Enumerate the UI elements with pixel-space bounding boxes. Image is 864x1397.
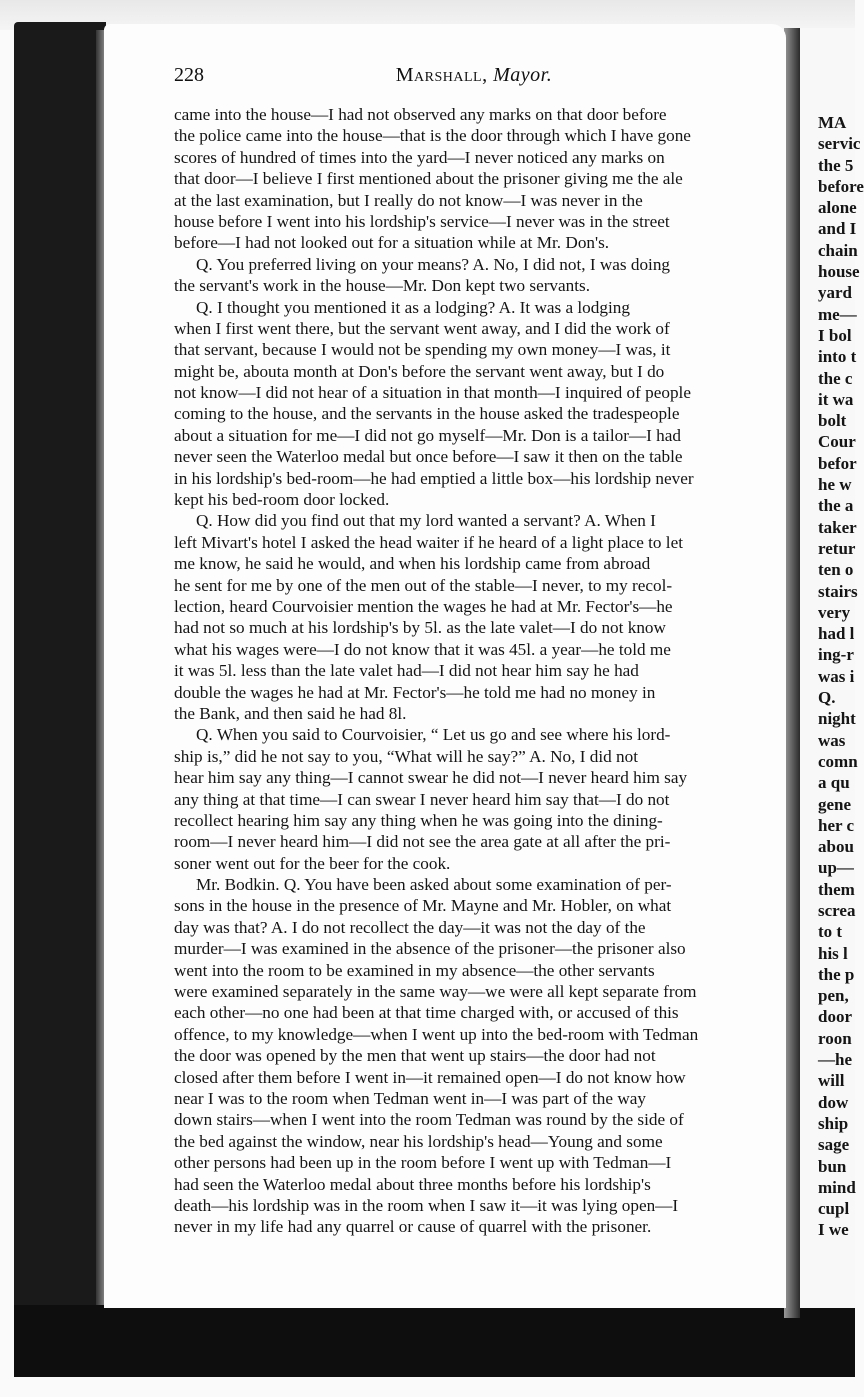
text-line: in his lordship's bed-room—he had emptied a little box—his lordship never [174, 468, 694, 488]
text-line: the Bank, and then said he had 8l. [174, 703, 407, 723]
text-line: at the last examination, but I really do not know—I was never in the [174, 190, 643, 210]
facing-text-line: to t [818, 922, 843, 942]
text-line: the servant's work in the house—Mr. Don kept two servants. [174, 276, 591, 296]
text-line: that door—I believe I first mentioned about the prisoner giving me the ale [174, 169, 683, 189]
facing-text-line: servic [818, 134, 861, 154]
text-line: kept his bed-room door locked. [174, 490, 390, 510]
text-line: lection, heard Courvoisier mention the wages he had at Mr. Fector's—he [174, 596, 673, 616]
text-line: that servant, because I would not be spending my own money—I was, it [174, 340, 671, 360]
text-line: ship is,” did he not say to you, “What will he say?” A. No, I did not [174, 746, 638, 766]
facing-page-fragment [800, 28, 864, 1308]
facing-text-line: bolt [818, 411, 847, 431]
text-line: never seen the Waterloo medal but once before—I saw it then on the table [174, 447, 683, 467]
text-line: coming to the house, and the servants in the house asked the tradespeople [174, 404, 680, 424]
facing-text-line: retur [818, 538, 856, 558]
text-line: murder—I was examined in the absence of the prisoner—the prisoner also [174, 939, 686, 959]
facing-text-line: sage [818, 1135, 850, 1155]
facing-text-line: very [818, 602, 851, 622]
facing-text-line: gene [818, 794, 852, 814]
facing-text-line: them [818, 879, 855, 899]
facing-text-line: the a [818, 496, 854, 516]
text-line: before—I had not looked out for a situation while at Mr. Don's. [174, 233, 610, 253]
text-line: Q. I thought you mentioned it as a lodging? A. It was a lodging [196, 297, 630, 317]
facing-text-line: the p [818, 964, 855, 984]
facing-text-line: he w [818, 475, 852, 495]
facing-text-line: ten o [818, 560, 854, 580]
facing-text-line: dow [818, 1092, 849, 1112]
page-number: 228 [174, 64, 204, 86]
text-line: room—I never heard him—I did not see the area gate at all after the pri- [174, 832, 671, 852]
facing-text-line: befor [818, 453, 857, 473]
book-binding-left [14, 22, 106, 1332]
text-line: offence, to my knowledge—when I went up into the bed-room with Tedman [174, 1024, 699, 1044]
text-line: had not so much at his lordship's by 5l. as the late valet—I do not know [174, 618, 666, 638]
facing-text-line: had l [818, 624, 855, 644]
text-line: any thing at that time—I can swear I never heard him say that—I do not [174, 789, 670, 809]
text-line: not know—I did not hear of a situation in that month—I inquired of people [174, 383, 691, 403]
book-page [104, 24, 786, 1308]
facing-text-line: the c [818, 368, 853, 388]
running-head-title: Mayor. [493, 64, 553, 86]
facing-text-line: a qu [818, 773, 850, 793]
facing-text-line: into t [818, 347, 857, 367]
facing-text-line: abou [818, 837, 854, 857]
text-line: sons in the house in the presence of Mr. Mayne and Mr. Hobler, on what [174, 896, 672, 916]
text-line: Q. When you said to Courvoisier, “ Let us go and see where his lord- [196, 725, 671, 745]
book-gutter [784, 28, 800, 1318]
facing-text-line: cupl [818, 1199, 850, 1219]
facing-text-line: his l [818, 943, 848, 963]
facing-text-line: Cour [818, 432, 856, 452]
text-line: went into the room to be examined in my absence—the other servants [174, 960, 655, 980]
facing-text-line: will [818, 1071, 845, 1091]
facing-text-line: up— [818, 858, 854, 878]
text-line: near I was to the room when Tedman went in—I was part of the way [174, 1088, 646, 1108]
facing-text-line: I we [818, 1220, 849, 1240]
text-line: the police came into the house—that is the door through which I have gone [174, 126, 691, 146]
facing-text-line: before [818, 176, 864, 196]
text-line: down stairs—when I went into the room Tedman was round by the side of [174, 1110, 684, 1130]
facing-text-line: stairs [818, 581, 858, 601]
facing-text-line: was [818, 730, 846, 750]
text-line: double the wages he had at Mr. Fector's—he told me had no money in [174, 682, 656, 702]
facing-text-line: screa [818, 900, 856, 920]
facing-text-line: was i [818, 666, 855, 686]
text-line: recollect hearing him say any thing when he was going into the dining- [174, 810, 663, 830]
running-head-name: Marshall, [395, 64, 488, 86]
facing-text-line: chain [818, 240, 858, 260]
facing-text-line: roon [818, 1028, 852, 1048]
text-line: left Mivart's hotel I asked the head waiter if he heard of a light place to let [174, 532, 683, 552]
text-line: might be, abouta month at Don's before the servant went away, but I do [174, 361, 665, 381]
facing-text-line: house [818, 262, 860, 282]
facing-text-line: —he [818, 1050, 852, 1070]
text-line: came into the house—I had not observed any marks on that door before [174, 105, 667, 124]
text-line: soner went out for the beer for the cook. [174, 853, 451, 873]
facing-text-line: bun [818, 1156, 847, 1176]
text-line: me know, he said he would, and when his lordship came from abroad [174, 554, 651, 574]
text-line: it was 5l. less than the late valet had—I did not hear him say he had [174, 661, 639, 681]
text-line: scores of hundred of times into the yard—I never noticed any marks on [174, 147, 665, 167]
text-line: each other—no one had been at that time charged with, or accused of this [174, 1003, 679, 1023]
facing-text-line: ing-r [818, 645, 854, 665]
facing-text-line: her c [818, 815, 855, 835]
text-line: were examined separately in the same way—we were all kept separate from [174, 982, 697, 1002]
text-line: he sent for me by one of the men out of the stable—I never, to my recol- [174, 575, 673, 595]
facing-text-line: door [818, 1007, 852, 1027]
text-line: when I first went there, but the servant went away, and I did the work of [174, 318, 670, 338]
text-line: never in my life had any quarrel or cause of quarrel with the prisoner. [174, 1217, 652, 1237]
facing-text-line: comn [818, 751, 858, 771]
text-line: Mr. Bodkin. Q. You have been asked about some examination of per- [196, 875, 672, 895]
facing-text-line: mind [818, 1177, 856, 1197]
text-line: had seen the Waterloo medal about three months before his lordship's [174, 1174, 651, 1194]
facing-text-line: it wa [818, 389, 854, 409]
facing-text-line: and I [818, 219, 857, 239]
text-line: other persons had been up in the room before I went up with Tedman—I [174, 1153, 672, 1173]
text-line: the door was opened by the men that went up stairs—the door had not [174, 1046, 656, 1066]
facing-text-line: pen, [818, 986, 849, 1006]
text-line: house before I went into his lordship's service—I never was in the street [174, 211, 670, 231]
facing-text-line: night [818, 709, 856, 729]
text-line: closed after them before I went in—it remained open—I do not know how [174, 1067, 686, 1087]
text-line: what his wages were—I do not know that it was 45l. a year—he told me [174, 639, 671, 659]
text-line: Q. How did you find out that my lord wanted a servant? A. When I [196, 511, 656, 531]
facing-text-line: MA [818, 113, 847, 132]
text-line: hear him say any thing—I cannot swear he did not—I never heard him say [174, 768, 688, 788]
scan-bottom-shadow [14, 1305, 855, 1377]
facing-text-line: taker [818, 517, 857, 537]
facing-text-line: I bol [818, 325, 852, 345]
facing-text-line: me— [818, 304, 857, 324]
facing-text-line: the 5 [818, 155, 854, 175]
text-line: death—his lordship was in the room when I saw it—it was lying open—I [174, 1195, 679, 1215]
text-line: Q. You preferred living on your means? A. No, I did not, I was doing [196, 254, 671, 274]
facing-text-line: Q. [818, 688, 836, 708]
page-body-text [174, 104, 768, 1238]
text-line: the bed against the window, near his lordship's head—Young and some [174, 1131, 663, 1151]
facing-text-line: yard [818, 283, 852, 303]
facing-text-line: alone [818, 198, 857, 218]
running-head [174, 64, 774, 87]
facing-text-line: ship [818, 1113, 849, 1133]
page-header [174, 64, 774, 98]
text-line: about a situation for me—I did not go myself—Mr. Don is a tailor—I had [174, 425, 681, 445]
text-line: day was that? A. I do not recollect the day—it was not the day of the [174, 917, 646, 937]
